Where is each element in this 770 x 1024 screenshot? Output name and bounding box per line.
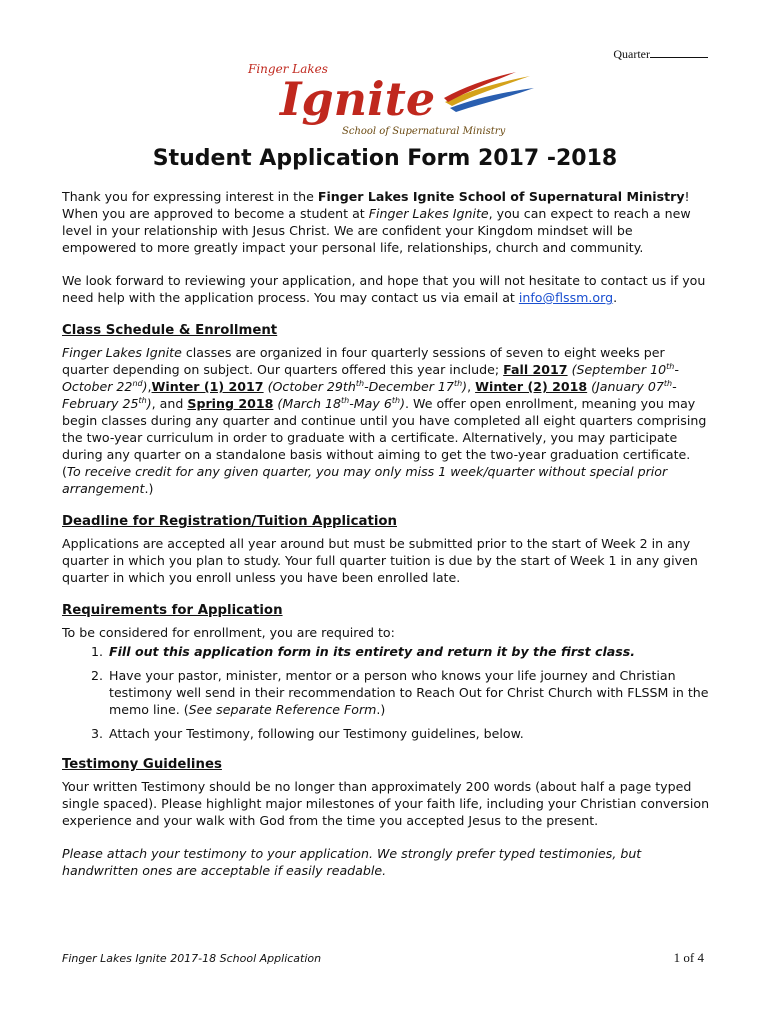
text: ! When you are approved to become a student at — [62, 189, 690, 221]
logo-top-text: Finger Lakes — [248, 62, 328, 76]
deadline-paragraph: Applications are accepted all year around but must be submitted prior to the start of Week 2 in any quarter in which you plan to study. Your full quarter tuition is due by the start of Week 1 in any given quarter in which you enroll unless you have been enrolled late. — [62, 536, 698, 585]
text: th — [453, 378, 463, 388]
schedule-paragraph — [62, 344, 710, 497]
testimony-note: Please attach your testimony to your application. We strongly prefer typed testimonies, but handwritten ones are acceptable if easily readable. — [62, 846, 642, 878]
testimony-heading: Testimony Guidelines — [62, 757, 222, 772]
spring-term: Spring 2018 — [187, 396, 274, 411]
text: , — [467, 379, 476, 394]
testimony-paragraph: Your written Testimony should be no longer than approximately 200 words (about half a page typed single spaced). Please highlight major milestones of your faith life, including your Christian conversion experience and your walk with God from the time you accepted Jesus to the present. — [62, 779, 710, 828]
reference-form: See separate Reference Form — [188, 702, 377, 717]
text: , and — [151, 396, 188, 411]
intro-paragraph-2 — [62, 272, 710, 306]
schedule-heading: Class Schedule & Enrollment — [62, 323, 278, 338]
text: -October 22 — [62, 362, 679, 394]
text: . We offer open enrollment, meaning you may begin classes during any quarter and continue until you have completed all eight quarters comprising the two-year curriculum in order to graduate with a certificate. Alternatively, you may participate during any quarter on a standalone basis without aiming to get the two-year graduation certificate. ( — [62, 396, 707, 479]
school-name: Finger Lakes Ignite School of Supernatural Ministry — [317, 189, 685, 204]
text: (September 10 — [567, 362, 667, 377]
text: th — [663, 378, 673, 388]
text: ) — [400, 396, 405, 411]
text: .) — [376, 702, 386, 717]
logo-main-text: Ignite — [280, 72, 436, 126]
text: -May 6 — [349, 396, 392, 411]
footer-title: Finger Lakes Ignite 2017-18 School Application — [62, 952, 322, 965]
text: ) — [142, 379, 148, 394]
text: Thank you for expressing interest in the — [62, 189, 318, 204]
winter1-term: Winter (1) 2017 — [151, 379, 264, 394]
credit-note: To receive credit for any given quarter, you may only miss 1 week/quarter without special prior arrangement — [62, 464, 668, 496]
text: -December 17 — [364, 379, 454, 394]
requirements-heading: Requirements for Application — [62, 603, 283, 618]
document-body — [62, 188, 710, 895]
page-number: 1 of 4 — [673, 950, 704, 965]
text: , — [147, 379, 152, 394]
quarter-label: Quarter — [613, 47, 650, 61]
text: . — [613, 290, 618, 305]
text: .) — [144, 481, 154, 496]
text: th — [355, 378, 365, 388]
text: (January 07 — [587, 379, 664, 394]
school-logo — [240, 60, 540, 140]
list-item — [107, 643, 710, 660]
list-item — [107, 725, 710, 742]
email-link[interactable]: info@flssm.org — [518, 290, 614, 305]
requirements-intro: To be considered for enrollment, you are required to: — [62, 625, 395, 640]
text: (March 18 — [273, 396, 342, 411]
text: th — [138, 395, 147, 405]
page-title: Student Application Form 2017 -2018 — [152, 146, 618, 171]
text: ) — [462, 379, 468, 394]
quarter-blank[interactable] — [650, 47, 708, 58]
text: ) — [146, 396, 152, 411]
list-item — [107, 667, 710, 718]
text: th — [341, 395, 350, 405]
text: (October 29th — [263, 379, 356, 394]
text: th — [666, 361, 675, 371]
deadline-heading: Deadline for Registration/Tuition Application — [62, 514, 397, 529]
text: Have your pastor, minister, mentor or a person who knows your life journey and Christian testimony well send in their recommendation to Reach Out for Christ Church with FLSSM in the memo line. ( — [109, 668, 709, 717]
text: nd — [132, 378, 143, 388]
quarter-field — [613, 47, 708, 62]
text: We look forward to reviewing your application, and hope that you will not hesitate to contact us if you need help with the application process. You may contact us via email at — [62, 273, 706, 305]
text: , you can expect to reach a new level in your relationship with Jesus Christ. We are confident your Kingdom mindset will be empowered to more greatly impact your personal life, relationships, church and community. — [62, 206, 691, 255]
requirement-3: Attach your Testimony, following our Testimony guidelines, below. — [109, 726, 524, 741]
fall-term: Fall 2017 — [503, 362, 568, 377]
logo-sub-text: School of Supernatural Ministry — [342, 126, 506, 137]
text: classes are organized in four quarterly sessions of seven to eight weeks per quarter depending on subject. Our quarters offered this year include; — [62, 345, 665, 377]
winter2-term: Winter (2) 2018 — [475, 379, 588, 394]
requirements-list — [62, 643, 710, 742]
logo-flame-red-icon — [444, 72, 516, 102]
text: Finger Lakes Ignite — [62, 345, 182, 360]
requirement-1: Fill out this application form in its entirety and return it by the first class. — [109, 644, 636, 659]
text: th — [391, 395, 401, 405]
school-short-name: Finger Lakes Ignite — [368, 206, 489, 221]
text: -February 25 — [62, 379, 677, 411]
intro-paragraph-1 — [62, 188, 710, 256]
